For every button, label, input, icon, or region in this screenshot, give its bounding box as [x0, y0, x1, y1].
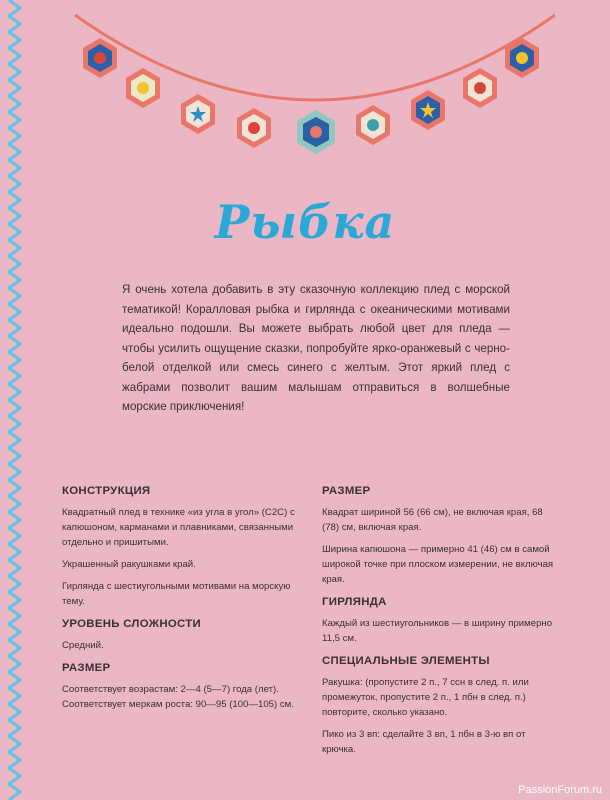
hexagon-starfish-icon — [411, 90, 445, 130]
hexagon-octopus-icon — [126, 68, 160, 108]
hexagon-crab-icon — [83, 38, 117, 78]
picot-stitch-text: Пико из 3 вп: сделайте 3 вп, 1 пбн в 3-ю вп от крючка. — [322, 729, 526, 755]
blanket-size-text-2: Ширина капюшона — примерно 41 (46) см в самой широкой точке при плоском измерении, не включая края. — [322, 544, 554, 585]
hexagon-crab-icon — [237, 108, 271, 148]
hexagon-starfish-icon — [181, 94, 215, 134]
intro-paragraph: Я очень хотела добавить в эту сказочную коллекцию плед с морской тематикой! Коралловая рыбка и гирлянда с океаническими мотивами идеально подошли. Вы можете выбрать любой цвет для пледа — чтобы усилить ощущение сказки, попробуйте ярко-оранжевый с черно-белой отделкой или смесь синего с желтым. Этот яркий плед с жабрами позволит вашим малышам отправиться в волшебные морские приключения! — [122, 283, 510, 413]
hexagon-lobster-icon — [463, 68, 497, 108]
hexagon-octopus-icon — [356, 105, 390, 145]
construction-text-1: Квадратный плед в технике «из угла в угол» (С2С) с капюшоном, карманами и плавниками, связанными отдельно и пришитыми. — [62, 507, 295, 548]
special-stitches-heading: СПЕЦИАЛЬНЫЕ ЭЛЕМЕНТЫ — [322, 655, 490, 667]
difficulty-text: Средний. — [62, 640, 104, 651]
hexagon-fish-icon — [297, 110, 335, 154]
construction-text-3: Гирлянда с шестиугольными мотивами на морскую тему. — [62, 581, 291, 607]
difficulty-heading: УРОВЕНЬ СЛОЖНОСТИ — [62, 618, 202, 630]
garland-illustration — [70, 10, 560, 175]
zigzag-border — [0, 0, 26, 800]
page-title: Рыбка — [214, 195, 396, 249]
size-height-text: Соответствует меркам роста: 90—95 (100—105) см. — [62, 699, 294, 710]
size-age-text: Соответствует возрастам: 2—4 (5—7) года (лет). — [62, 684, 279, 695]
right-column — [322, 484, 562, 764]
shell-stitch-text: Ракушка: (пропустите 2 п., 7 ссн в след. п. или промежуток, пропустите 2 п., 1 пбн в след. п.) повторите, сколько указано. — [322, 677, 529, 718]
left-column — [62, 484, 306, 712]
watermark: PassionForum.ru — [518, 784, 602, 796]
construction-heading: КОНСТРУКЦИЯ — [62, 485, 151, 497]
size-heading: РАЗМЕР — [62, 662, 111, 674]
garland-heading: ГИРЛЯНДА — [322, 596, 387, 608]
construction-text-2: Украшенный ракушками край. — [62, 559, 196, 570]
blanket-size-text-1: Квадрат шириной 56 (66 см), не включая края, 68 (78) см, включая края. — [322, 507, 543, 533]
blanket-size-heading: РАЗМЕР — [322, 485, 371, 497]
garland-text: Каждый из шестиугольников — в ширину примерно 11,5 см. — [322, 618, 553, 644]
